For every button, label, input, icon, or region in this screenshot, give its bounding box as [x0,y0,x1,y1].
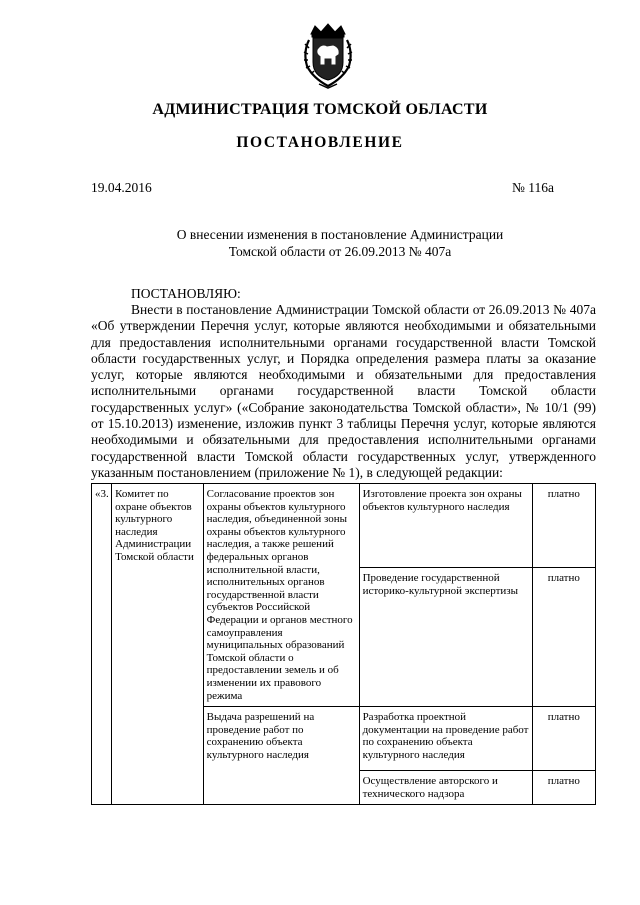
item-cell: Осуществление авторского и технического надзора [359,771,532,805]
item-cell: Изготовление проекта зон охраны объектов культурного наследия [359,484,532,568]
subject-line: Томской области от 26.09.2013 № 407а [228,244,452,259]
committee-cell: Комитет по охране объектов культурного наследия Администрации Томской области [112,484,204,568]
document-number: № 116а [512,180,554,195]
fee-cell: платно [532,484,595,568]
coat-of-arms-icon [299,20,357,92]
table-row [92,484,596,568]
row-number-cell [92,771,112,805]
table-row [92,707,596,771]
body-line: области государственных услуг, и Порядка определения размера платы за оказание [91,350,596,366]
service-cell: Согласование проектов зон охраны объектов культурного наследия, объединенной зоны охраны объектов культурного наследия, а также решений федеральных органов исполнительной власти, исполнительных органов государственной власти субъектов Российской Федерации и органов местного самоуправления муниципальных образований Томской области о предоставлении земель и об изменении их правового режима [203,484,359,707]
body-line: исполнительными органами государственной власти Томской области [91,383,596,399]
row-number-cell: «3. [92,484,112,568]
fee-cell: платно [532,771,595,805]
body-line: указанным постановлением (приложение № 1), в следующей редакции: [91,464,503,480]
body-line: услуг, которые являются необходимыми и обязательными для предоставления [91,367,596,383]
item-cell: Проведение государственной историко-культурной экспертизы [359,568,532,707]
body-line: для предоставления исполнительными органами государственной власти Томской [91,334,596,350]
committee-cell [112,771,204,805]
document-subject [120,226,560,260]
body-line: «Об утверждении Перечня услуг, которые являются необходимыми и обязательными [91,318,596,334]
body-line: необходимыми и обязательными для предоставления исполнительными органами [91,432,596,448]
body-line: государственной власти Томской области государственных услуг, утвержденного [91,448,596,464]
body-line: Внести в постановление Администрации Томской области от 26.09.2013 № 407а [131,302,596,317]
service-cell: Выдача разрешений на проведение работ по сохранению объекта культурного наследия [203,707,359,805]
body-text [91,302,596,481]
document-date: 19.04.2016 [91,180,152,195]
subject-line: О внесении изменения в постановление Администрации [176,227,504,242]
organization-title: АДМИНИСТРАЦИЯ ТОМСКОЙ ОБЛАСТИ [152,101,488,118]
decree-heading: ПОСТАНОВЛЯЮ: [131,286,241,301]
fee-cell: платно [532,568,595,707]
row-number-cell [92,707,112,771]
committee-cell [112,568,204,707]
item-cell: Разработка проектной документации на проведение работ по сохранению объекта культурного наследия [359,707,532,771]
body-line: государственных услуг» («Собрание законодательства Томской области», № 10/1 (99) [91,399,596,415]
fee-cell: платно [532,707,595,771]
services-table [91,483,596,805]
committee-cell [112,707,204,771]
body-line: от 15.10.2013) изменение, изложив пункт 3 таблицы Перечня услуг, которые являются [91,416,596,432]
document-type: ПОСТАНОВЛЕНИЕ [236,134,404,151]
row-number-cell [92,568,112,707]
